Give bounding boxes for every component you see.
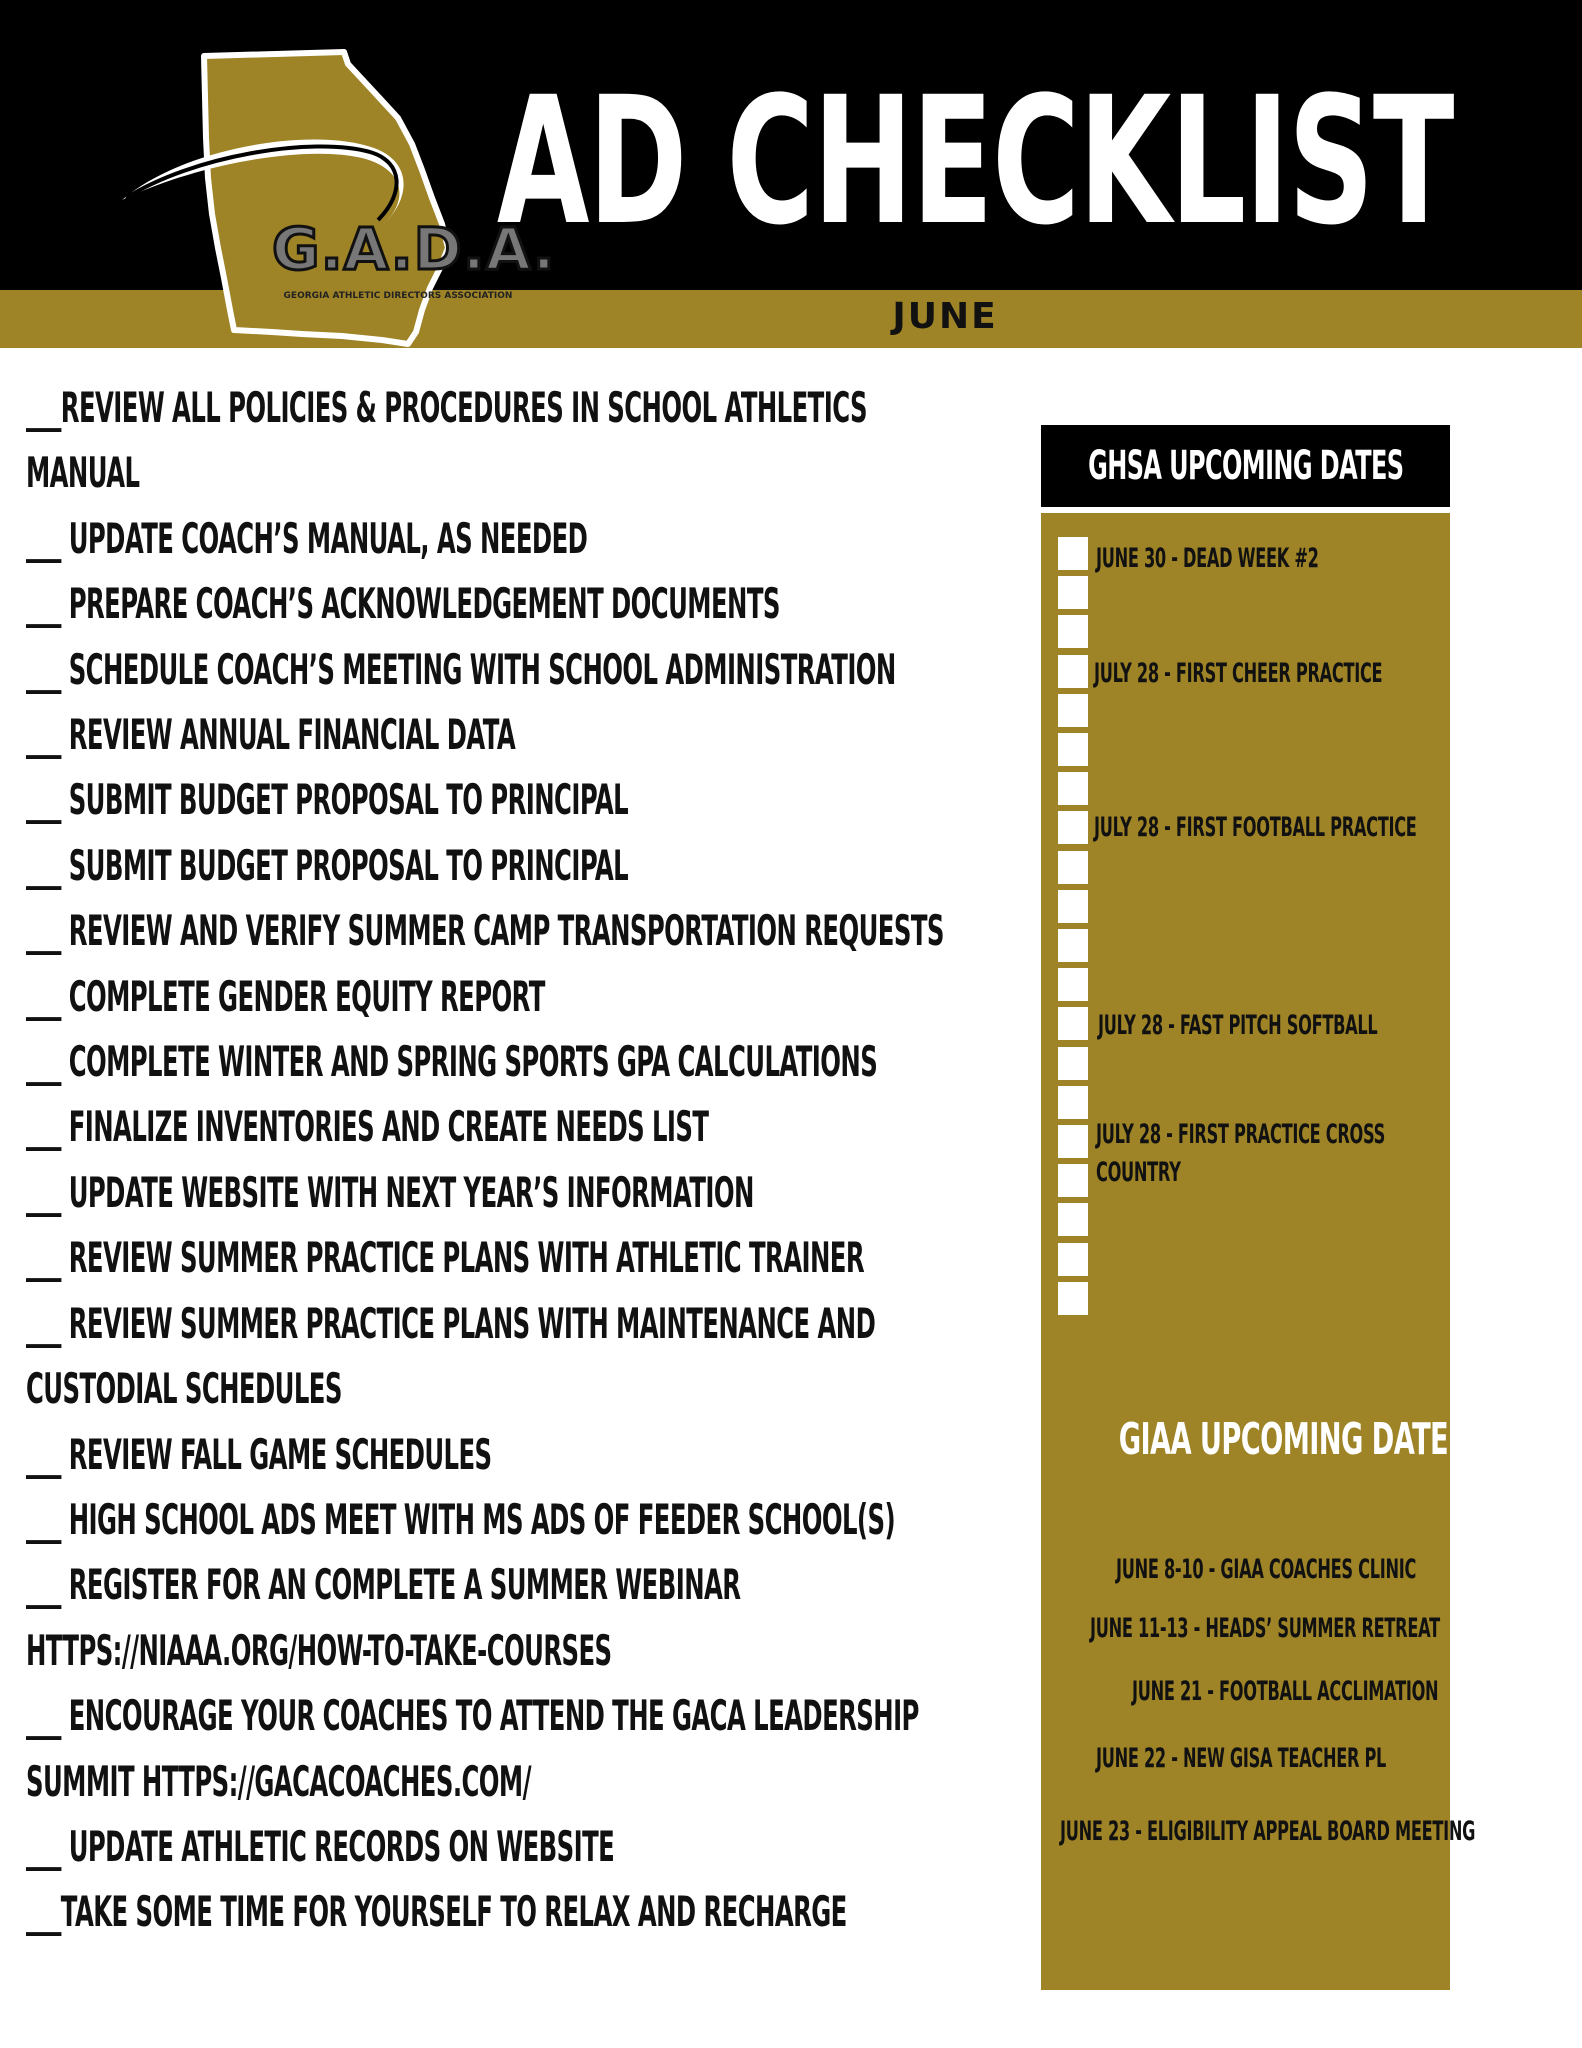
checklist-item: ___TAKE SOME TIME FOR YOURSELF TO RELAX AND RECHARGE	[26, 1887, 847, 1937]
checklist-item: ___ PREPARE COACH’S ACKNOWLEDGEMENT DOCUMENTS	[26, 579, 780, 629]
date-checkbox[interactable]	[1058, 811, 1088, 844]
ghsa-date: JUNE 30 - DEAD WEEK #2	[1096, 543, 1319, 574]
logo-full-name: GEORGIA ATHLETIC DIRECTORS ASSOCIATION	[283, 291, 513, 301]
date-checkbox[interactable]	[1058, 929, 1088, 962]
georgia-map-icon	[112, 48, 472, 348]
giaa-date: JUNE 23 - ELIGIBILITY APPEAL BOARD MEETING	[1060, 1816, 1476, 1847]
checklist-item: ___ REVIEW SUMMER PRACTICE PLANS WITH MAINTENANCE AND	[26, 1298, 876, 1348]
ghsa-header	[1041, 425, 1450, 507]
page-title: AD CHECKLIST	[496, 59, 1454, 264]
checklist-item: ___ ENCOURAGE YOUR COACHES TO ATTEND THE GACA LEADERSHIP	[26, 1691, 919, 1741]
checklist-item: HTTPS://NIAAA.ORG/HOW-TO-TAKE-COURSES	[26, 1625, 612, 1675]
checklist-item: ___ SCHEDULE COACH’S MEETING WITH SCHOOL ADMINISTRATION	[26, 644, 896, 694]
giaa-date: JUNE 22 - NEW GISA TEACHER PL	[1096, 1743, 1387, 1774]
ghsa-title: GHSA UPCOMING DATES	[1087, 443, 1404, 489]
checklist	[26, 375, 1036, 1945]
checklist-item: ___ UPDATE ATHLETIC RECORDS ON WEBSITE	[26, 1821, 615, 1871]
date-checkbox[interactable]	[1058, 694, 1088, 727]
checklist-item: ___ FINALIZE INVENTORIES AND CREATE NEEDS LIST	[26, 1102, 709, 1152]
checklist-item: CUSTODIAL SCHEDULES	[26, 1364, 342, 1414]
date-checkbox[interactable]	[1058, 1282, 1088, 1315]
giaa-date: JUNE 21 - FOOTBALL ACCLIMATION	[1132, 1676, 1439, 1707]
checklist-item: SUMMIT HTTPS://GACACOACHES.COM/	[26, 1756, 531, 1806]
checklist-item: MANUAL	[26, 448, 140, 498]
logo-acronym: G.A.D.A.	[272, 215, 556, 283]
ghsa-date: JULY 28 - FIRST PRACTICE CROSS	[1096, 1119, 1386, 1150]
date-checkbox[interactable]	[1058, 537, 1088, 570]
checklist-item: ___ UPDATE WEBSITE WITH NEXT YEAR’S INFORMATION	[26, 1167, 754, 1217]
checklist-item: ___ COMPLETE GENDER EQUITY REPORT	[26, 971, 545, 1021]
date-checkbox[interactable]	[1058, 655, 1088, 688]
date-checkbox[interactable]	[1058, 1164, 1088, 1197]
ghsa-date: JULY 28 - FIRST CHEER PRACTICE	[1094, 658, 1383, 689]
month-label: JUNE	[892, 296, 998, 337]
date-checkbox[interactable]	[1058, 733, 1088, 766]
date-checkbox[interactable]	[1058, 576, 1088, 609]
date-checkbox[interactable]	[1058, 1203, 1088, 1236]
date-checkbox[interactable]	[1058, 615, 1088, 648]
checklist-item: ___ SUBMIT BUDGET PROPOSAL TO PRINCIPAL	[26, 775, 629, 825]
checklist-item: ___ REVIEW AND VERIFY SUMMER CAMP TRANSPORTATION REQUESTS	[26, 906, 944, 956]
date-checkbox[interactable]	[1058, 772, 1088, 805]
ghsa-date: JULY 28 - FAST PITCH SOFTBALL	[1098, 1010, 1378, 1041]
date-checkbox[interactable]	[1058, 1243, 1088, 1276]
date-checkbox[interactable]	[1058, 1086, 1088, 1119]
gada-logo	[112, 48, 556, 348]
ghsa-date: JULY 28 - FIRST FOOTBALL PRACTICE	[1094, 812, 1417, 843]
date-checkbox[interactable]	[1058, 1007, 1088, 1040]
checklist-item: ___ REGISTER FOR AN COMPLETE A SUMMER WEBINAR	[26, 1560, 741, 1610]
checklist-item: ___ SUBMIT BUDGET PROPOSAL TO PRINCIPAL	[26, 840, 629, 890]
date-checkbox[interactable]	[1058, 968, 1088, 1001]
date-checkbox[interactable]	[1058, 890, 1088, 923]
checklist-item: ___ HIGH SCHOOL ADS MEET WITH MS ADS OF FEEDER SCHOOL(S)	[26, 1494, 896, 1544]
date-checkbox[interactable]	[1058, 851, 1088, 884]
giaa-date: JUNE 11-13 - HEADS’ SUMMER RETREAT	[1090, 1613, 1440, 1644]
checklist-item: ___ UPDATE COACH’S MANUAL, AS NEEDED	[26, 513, 588, 563]
checklist-item: ___ COMPLETE WINTER AND SPRING SPORTS GPA CALCULATIONS	[26, 1037, 878, 1087]
checklist-item: ___ REVIEW FALL GAME SCHEDULES	[26, 1429, 492, 1479]
giaa-title: GIAA UPCOMING DATES	[1118, 1414, 1468, 1465]
checklist-item: ___ REVIEW SUMMER PRACTICE PLANS WITH ATHLETIC TRAINER	[26, 1233, 865, 1283]
ghsa-date: COUNTRY	[1096, 1157, 1181, 1188]
date-checkbox[interactable]	[1058, 1125, 1088, 1158]
checklist-item: ___REVIEW ALL POLICIES & PROCEDURES IN SCHOOL ATHLETICS	[26, 383, 867, 432]
giaa-date: JUNE 8-10 - GIAA COACHES CLINIC	[1116, 1554, 1417, 1585]
checklist-item: ___ REVIEW ANNUAL FINANCIAL DATA	[26, 710, 516, 760]
date-checkbox[interactable]	[1058, 1047, 1088, 1080]
